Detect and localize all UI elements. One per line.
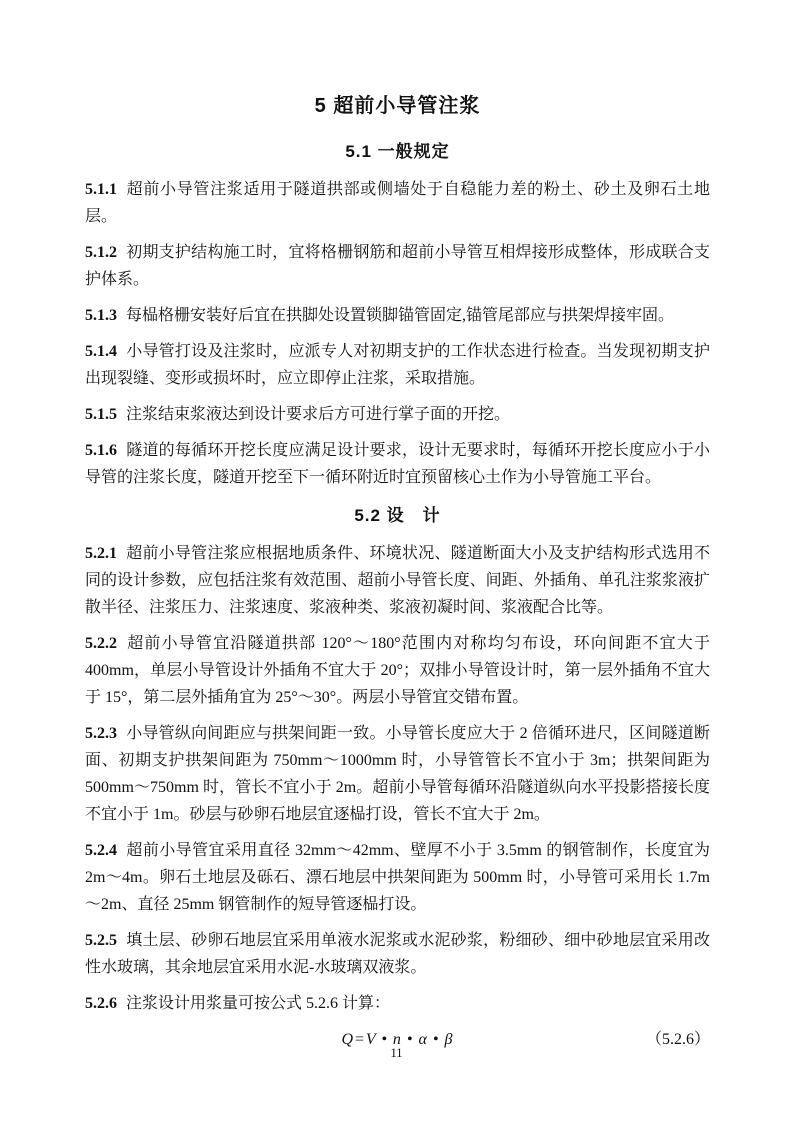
clause-number: 5.1.3 bbox=[85, 307, 117, 324]
clause-5-1-2 bbox=[85, 239, 710, 293]
clause-text: 注浆设计用浆量可按公式 5.2.6 计算： bbox=[126, 995, 391, 1012]
clause-text: 超前小导管注浆适用于隧道拱部或侧墙处于自稳能力差的粉土、砂土及卵石土地层。 bbox=[85, 181, 710, 225]
formula-expression: Q=V • n • α • β bbox=[341, 1031, 454, 1048]
section-heading-5-1: 5.1 一般规定 bbox=[345, 142, 450, 161]
clause-number: 5.1.2 bbox=[85, 244, 117, 261]
clause-5-2-3 bbox=[85, 720, 710, 828]
clause-number: 5.1.5 bbox=[85, 406, 117, 423]
clause-5-1-6 bbox=[85, 437, 710, 491]
clause-5-1-4 bbox=[85, 338, 710, 392]
chapter-title: 5 超前小导管注浆 bbox=[314, 95, 481, 117]
clause-text: 初期支护结构施工时，宜将格栅钢筋和超前小导管互相焊接形成整体，形成联合支护体系。 bbox=[85, 244, 710, 288]
clause-number: 5.2.4 bbox=[85, 842, 117, 859]
clause-number: 5.1.1 bbox=[85, 181, 117, 198]
clause-number: 5.2.3 bbox=[85, 725, 117, 742]
clause-5-2-5 bbox=[85, 927, 710, 981]
clause-5-1-3 bbox=[85, 302, 710, 329]
page-number: 11 bbox=[390, 1046, 403, 1060]
clause-text: 小导管纵向间距应与拱架间距一致。小导管长度应大于 2 倍循环进尺，区间隧道断面、初期支护拱架间距为 750mm～1000mm 时，小导管管长不宜小于 3m；拱架间距为 500mm～750mm 时，管长不宜小于 2m。超前小导管每循环沿隧道纵向水平投影搭接长度不宜小于 1m。砂层与砂卵石地层宜逐榀打设，管长不宜大于 2m。 bbox=[85, 725, 710, 823]
clause-text: 小导管打设及注浆时，应派专人对初期支护的工作状态进行检查。当发现初期支护出现裂缝、变形或损坏时，应立即停止注浆，采取措施。 bbox=[85, 343, 710, 387]
clause-number: 5.2.1 bbox=[85, 545, 117, 562]
clause-text: 超前小导管注浆应根据地质条件、环境状况、隧道断面大小及支护结构形式选用不同的设计参数，应包括注浆有效范围、超前小导管长度、间距、外插角、单孔注浆浆液扩散半径、注浆压力、注浆速度、浆液种类、浆液初凝时间、浆液配合比等。 bbox=[85, 545, 710, 616]
clause-5-1-1 bbox=[85, 176, 710, 230]
clause-number: 5.1.6 bbox=[85, 442, 117, 459]
formula-number: （5.2.6） bbox=[645, 1031, 710, 1048]
clause-text: 超前小导管宜沿隧道拱部 120°～180°范围内对称均匀布设，环向间距不宜大于 400mm，单层小导管设计外插角不宜大于 20°；双排小导管设计时，第一层外插角不宜大于 15°，第二层外插角宜为 25°～30°。两层小导管宜交错布置。 bbox=[85, 635, 710, 706]
clause-text: 注浆结束浆液达到设计要求后方可进行掌子面的开挖。 bbox=[126, 406, 511, 423]
clause-number: 5.2.6 bbox=[85, 995, 117, 1012]
clause-5-1-5 bbox=[85, 401, 710, 428]
clause-number: 5.2.5 bbox=[85, 932, 117, 949]
clause-5-2-4 bbox=[85, 837, 710, 918]
clause-text: 填土层、砂卵石地层宜采用单液水泥浆或水泥砂浆，粉细砂、细中砂地层宜采用改性水玻璃，其余地层宜采用水泥-水玻璃双液浆。 bbox=[85, 932, 710, 976]
clause-5-2-6 bbox=[85, 990, 710, 1017]
clause-text: 超前小导管宜采用直径 32mm～42mm、壁厚不小于 3.5mm 的钢管制作，长度宜为 2m～4m。卵石土地层及砾石、漂石地层中拱架间距为 500mm 时，小导管可采用长 1.7m～2m、直径 25mm 钢管制作的短导管逐榀打设。 bbox=[85, 842, 710, 913]
clause-text: 隧道的每循环开挖长度应满足设计要求，设计无要求时，每循环开挖长度应小于小导管的注浆长度，隧道开挖至下一循环附近时宜预留核心土作为小导管施工平台。 bbox=[85, 442, 710, 486]
section-heading-5-2: 5.2 设 计 bbox=[354, 506, 441, 525]
clause-text: 每榀格栅安装好后宜在拱脚处设置锁脚锚管固定,锚管尾部应与拱架焊接牢固。 bbox=[126, 307, 675, 324]
clause-5-2-2 bbox=[85, 630, 710, 711]
clause-number: 5.1.4 bbox=[85, 343, 117, 360]
clause-number: 5.2.2 bbox=[85, 635, 117, 652]
clause-5-2-1 bbox=[85, 540, 710, 621]
